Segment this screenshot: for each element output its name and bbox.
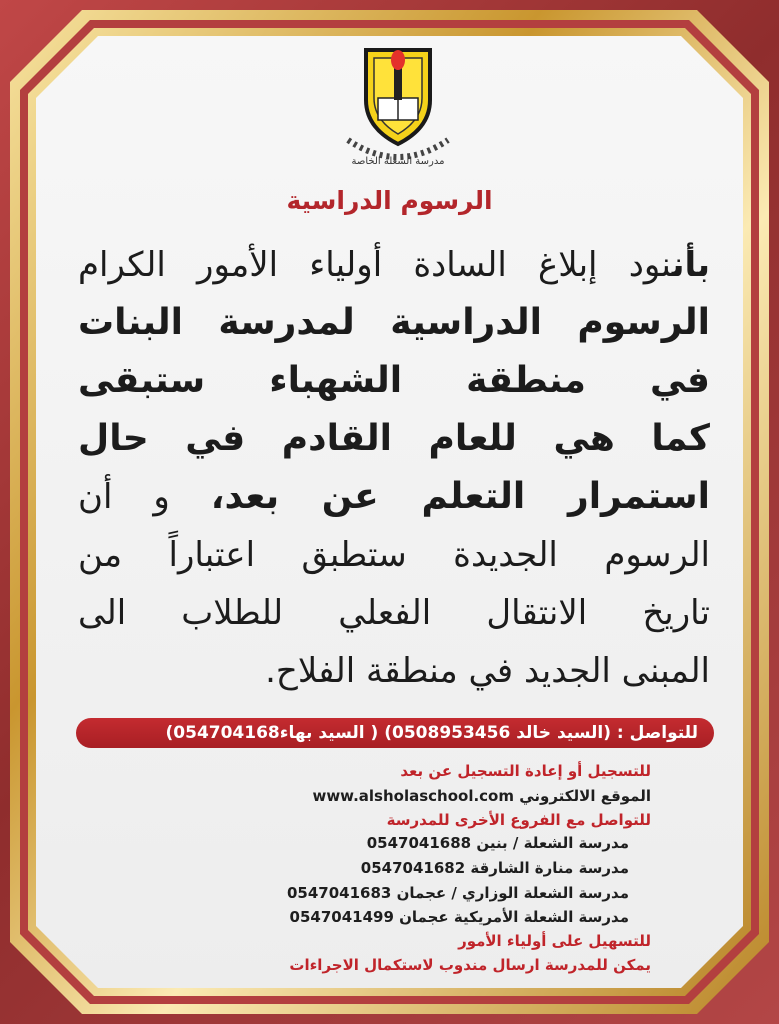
body-line-8: المبنى الجديد في منطقة الفلاح.	[265, 651, 710, 691]
school-logo	[338, 44, 458, 169]
branch-item: مدرسة الشعلة / بنين 0547041688	[366, 834, 629, 852]
body-line-3: في منطقة الشهباء ستبقى	[78, 360, 710, 401]
body-line-7: تاريخ الانتقال الفعلي للطلاب الى	[78, 593, 710, 633]
body-line-5-regular: و أن	[78, 477, 211, 517]
announcement-body	[78, 236, 710, 700]
branch-item: مدرسة الشعلة الوزاري / عجمان 0547041683	[286, 884, 629, 902]
parents-title: للتسهيل على أولياء الأمور	[458, 932, 651, 950]
page-title: الرسوم الدراسية	[286, 186, 493, 215]
registration-title: للتسجيل أو إعادة التسجيل عن بعد	[400, 762, 651, 780]
body-line-6: الرسوم الجديدة ستطبق اعتباراً من	[78, 535, 710, 575]
body-line-2: الرسوم الدراسية لمدرسة البنات	[78, 302, 710, 343]
logo-text: مدرسة الشعلة الخاصة	[351, 156, 445, 167]
website-line[interactable]: الموقع الالكتروني www.alsholaschool.com	[312, 787, 651, 805]
contact-bar: للتواصل : (السيد خالد 0508953456) ( السيد بهاء054704168)	[76, 718, 714, 748]
parents-note: يمكن للمدرسة ارسال مندوب لاستكمال الاجراءات	[289, 956, 651, 974]
branches-title: للتواصل مع الفروع الأخرى للمدرسة	[386, 811, 651, 829]
body-line-1-bold: بأن	[671, 245, 710, 285]
body-line-1-regular: نود إبلاغ السادة أولياء الأمور الكرام	[78, 245, 672, 285]
body-line-5	[78, 468, 710, 526]
branch-item: مدرسة منارة الشارقة 0547041682	[360, 859, 629, 877]
body-line-1	[78, 236, 710, 294]
body-line-5-bold: استمرار التعلم عن بعد،	[210, 476, 710, 517]
branch-item: مدرسة الشعلة الأمريكية عجمان 0547041499	[289, 908, 629, 926]
body-line-4: كما هي للعام القادم في حال	[78, 418, 710, 459]
